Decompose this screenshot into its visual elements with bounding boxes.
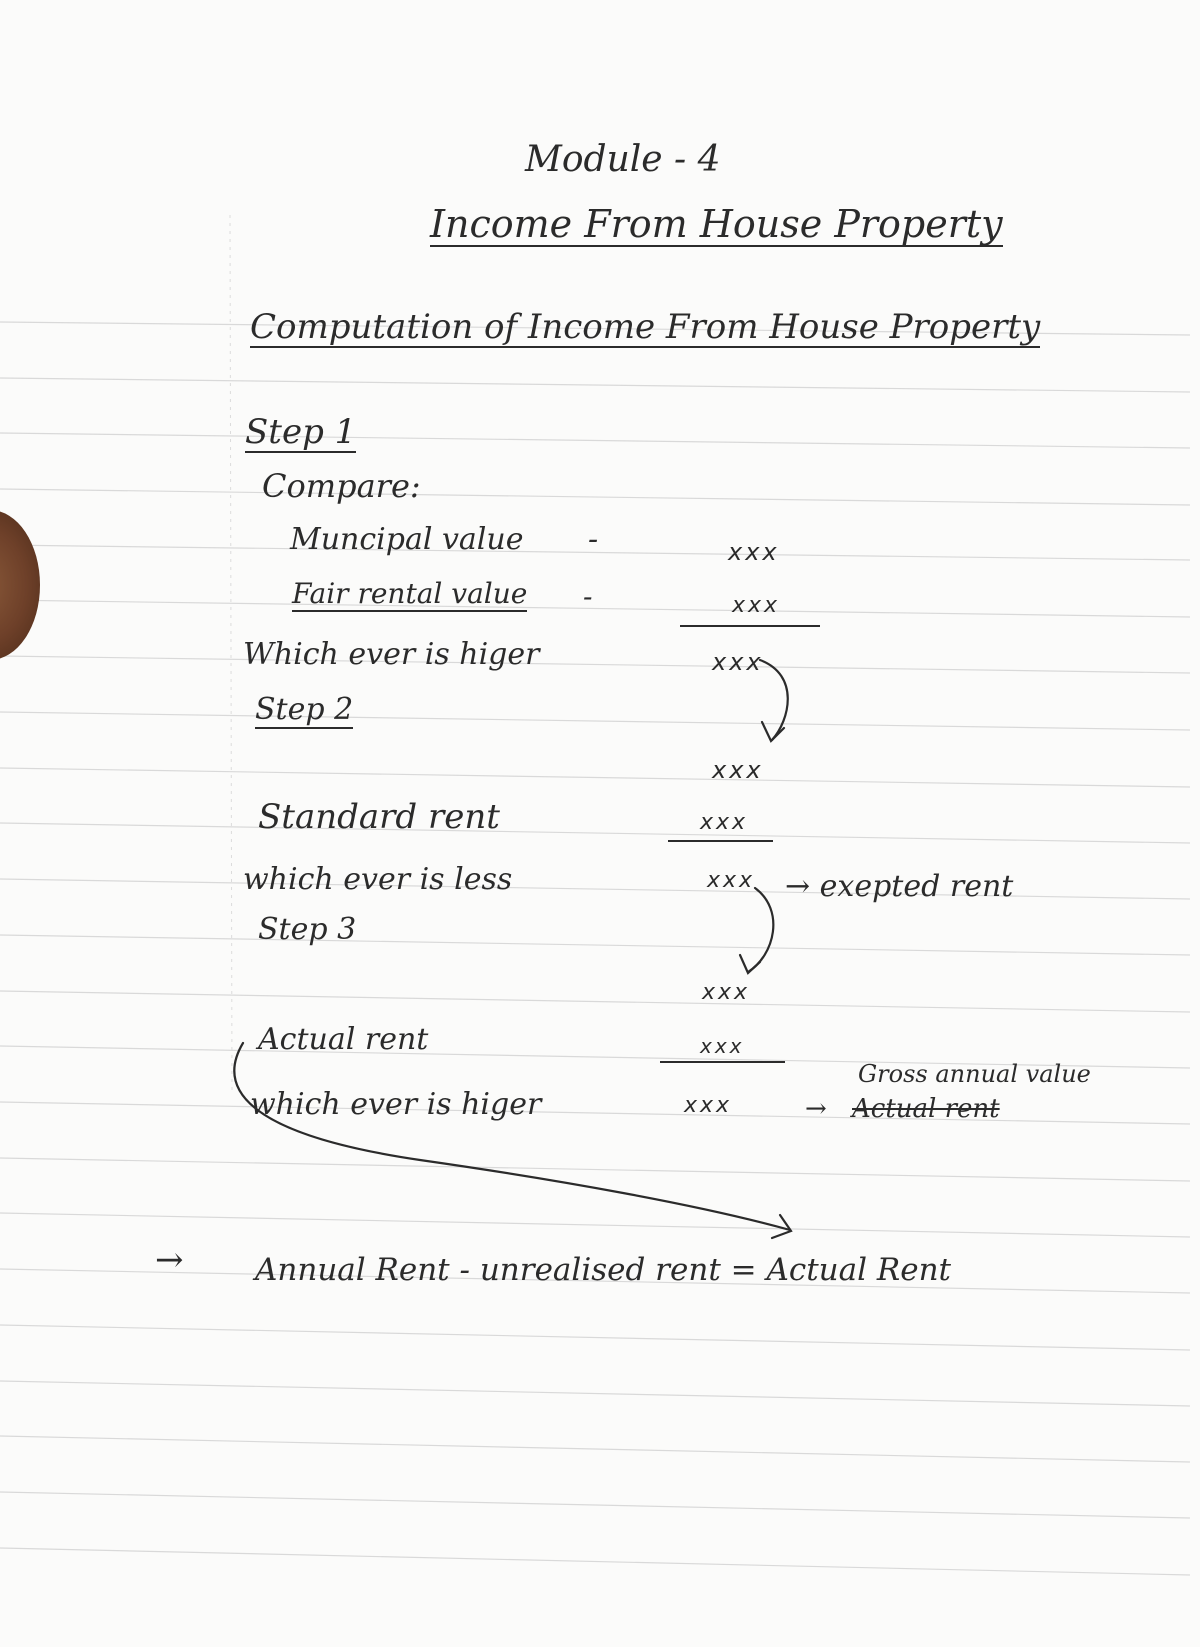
step1-higher-label: Which ever is higer <box>243 637 540 672</box>
section-heading: Computation of Income From House Property <box>250 307 1041 347</box>
actual-rent-struck: Actual rent <box>852 1094 1000 1124</box>
formula-arrow: → <box>155 1240 184 1280</box>
step3-total-rule <box>660 1061 785 1063</box>
actual-rent-amount: xxx <box>700 1034 745 1058</box>
standard-rent-label: Standard rent <box>258 797 500 837</box>
step1-total-rule <box>680 625 820 627</box>
step2-carried-amount: xxx <box>712 756 764 784</box>
step2-less-amount: xxx <box>707 868 756 893</box>
expected-rent-note: → exepted rent <box>785 869 1014 904</box>
page-subtitle: Income From House Property <box>430 202 1003 246</box>
annual-rent-formula: Annual Rent - unrealised rent = Actual Rent <box>255 1252 951 1288</box>
fair-rental-value-amount: xxx <box>732 593 781 618</box>
step3-label: Step 3 <box>258 912 357 947</box>
page-title: Module - 4 <box>525 139 721 180</box>
fair-dash: - <box>583 580 593 613</box>
step2-less-label: which ever is less <box>243 862 513 897</box>
standard-rent-amount: xxx <box>700 810 749 835</box>
step1-higher-amount: xxx <box>712 648 764 676</box>
actual-rent-label: Actual rent <box>258 1022 429 1057</box>
step2-total-rule <box>668 840 773 842</box>
compare-label: Compare: <box>262 467 421 505</box>
step2-label: Step 2 <box>255 692 354 727</box>
fair-rental-value-label: Fair rental value <box>292 577 528 610</box>
municipal-value-label: Muncipal value <box>290 522 524 557</box>
step3-higher-label: which ever is higer <box>250 1087 542 1122</box>
municipal-value-amount: xxx <box>728 538 780 566</box>
step3-carried-amount: xxx <box>702 980 751 1005</box>
step1-label: Step 1 <box>245 412 357 452</box>
step3-higher-amount: xxx <box>684 1093 733 1118</box>
gross-annual-value-arrow: → <box>805 1094 827 1124</box>
gross-annual-value-note: Gross annual value <box>858 1060 1091 1088</box>
municipal-dash: - <box>588 522 599 557</box>
